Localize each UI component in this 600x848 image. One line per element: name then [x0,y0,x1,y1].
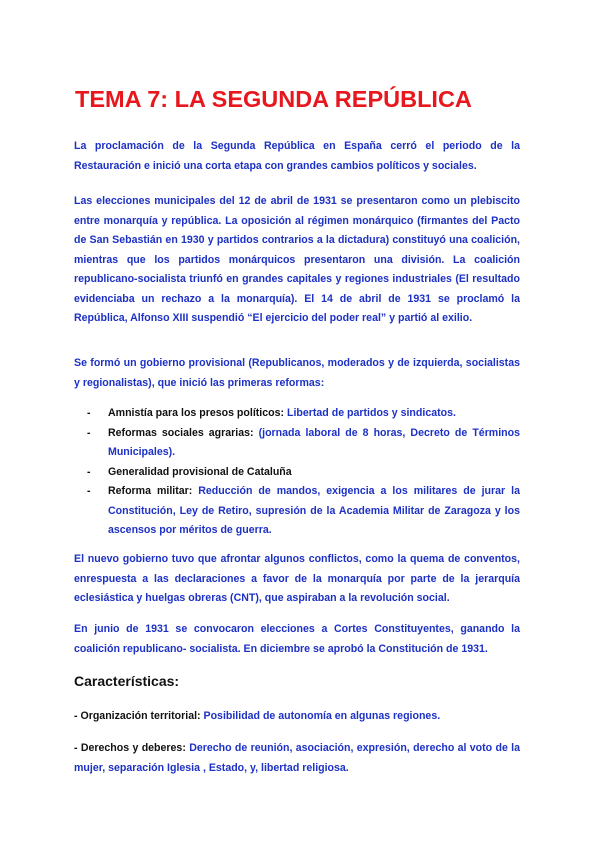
bullet-dash: - [87,485,91,497]
characteristic-detail: Posibilidad de autonomía en algunas regiones. [203,710,441,722]
reform-label: Reforma militar: [108,485,193,497]
reform-label: Amnistía para los presos políticos: [108,407,285,419]
conflicts-paragraph: El nuevo gobierno tuvo que afrontar algunos conflictos, como la quema de conventos, enrespuesta a las declaraciones a favor de la monarquía por parte de la jerarquía eclesiástica y huelgas obreras (CNT), que aspiraban a la revolución social. [74,553,520,604]
bullet-dash: - [87,426,91,439]
characteristics-heading: Características: [74,673,180,689]
characteristic-item [74,707,520,727]
reforms-list [74,404,520,541]
reform-detail: Reducción de mandos, exigencia a los militares de jurar la Constitución, Ley de Retiro, supresión de la Academia Militar de Zaragoza y los ascensos por méritos de guerra. [108,485,520,536]
reform-item [74,404,520,424]
bullet-dash: - [87,465,91,478]
reform-item [74,463,520,483]
bullet-dash: - [87,407,91,419]
provisional-government-paragraph: Se formó un gobierno provisional (Republicanos, moderados y de izquierda, socialistas y regionalistas), que inició las primeras reformas: [74,357,520,389]
page-title: TEMA 7: LA SEGUNDA REPÚBLICA [75,86,472,112]
reform-item [74,482,520,541]
elections-paragraph: Las elecciones municipales del 12 de abril de 1931 se presentaron como un plebiscito entre monarquía y república. La oposición al régimen monárquico (firmantes del Pacto de San Sebastián en 1930 y partidos contrarios a la dictadura) constituyó una coalición, mientras que los partidos monárquicos presentaron una división. La coalición republicano-socialista triunfó en grandes capitales y regiones industriales (El resultado evidenciaba un rechazo a la monarquía). El 14 de abril de 1931 se proclamó la República, Alfonso XIII suspendió “El ejercicio del poder real” y partió al exilio. [74,195,520,324]
characteristic-detail: Derecho de reunión, asociación, expresión, derecho al voto de la mujer, separación Iglesia , Estado, y, libertad religiosa. [74,742,521,774]
characteristic-label: - Derechos y deberes: [74,742,186,754]
constituent-paragraph: En junio de 1931 se convocaron elecciones a Cortes Constituyentes, ganando la coalición republicano- socialista. En diciembre se aprobó la Constitución de 1931. [74,623,520,655]
characteristic-item [74,739,520,778]
reform-detail: Libertad de partidos y sindicatos. [286,407,456,419]
reform-item [74,424,520,463]
reform-detail: (jornada laboral de 8 horas, Decreto de Términos Municipales). [108,426,521,458]
reform-label: Generalidad provisional de Cataluña [108,465,292,478]
reform-label: Reformas sociales agrarias: [108,426,254,439]
intro-paragraph: La proclamación de la Segunda República en España cerró el periodo de la Restauración e inició una corta etapa con grandes cambios políticos y sociales. [74,140,520,172]
characteristic-label: - Organización territorial: [74,710,201,722]
